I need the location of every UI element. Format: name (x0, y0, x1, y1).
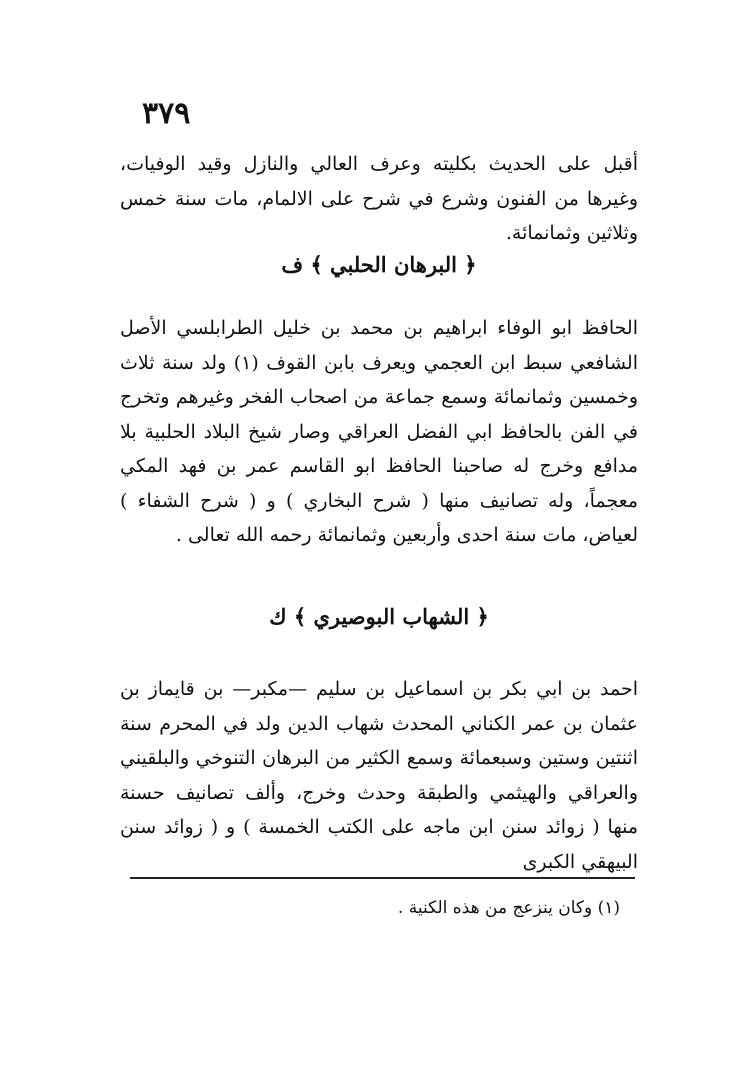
paragraph-text: الحافظ ابو الوفاء ابراهيم بن محمد بن خليل الطرابلسي الأصل الشافعي سبط ابن العجمي ويعرف بابن القوف (١) ولد سنة ثلاث وخمسين وثمانمائة وسمع جماعة من اصحاب الفخر وغيرهم وتخرج في الفن بالحافظ ابي الفضل العراقي وصار شيخ البلاد الحلبية بلا مدافع وخرج له صاحبنا الحافظ ابو القاسم عمر بن فهد المكي معجماً، وله تصانيف منها ( شرح البخاري ) و ( شرح الشفاء ) لعياض، مات سنة احدى وأربعين وثمانمائة رحمه الله تعالى . (120, 317, 638, 546)
footnote-divider (130, 877, 635, 879)
footnote: (١) وكان ينزعج من هذه الكنية . (397, 898, 620, 918)
page-number: ٣٧٩ (142, 96, 191, 131)
section-heading-shihab: ﴿ الشهاب البوصيري ﴾ ك (269, 604, 489, 629)
paragraph-intro (120, 147, 638, 251)
paragraph-burhan-biography (120, 311, 638, 553)
paragraph-text: أقبل على الحديث بكليته وعرف العالي والنازل وقيد الوفيات، وغيرها من الفنون وشرع في شرح على الالمام، مات سنة خمس وثلاثين وثمانمائة. (120, 153, 638, 244)
paragraph-text: احمد بن ابي بكر بن اسماعيل بن سليم —مكبر— بن قايماز بن عثمان بن عمر الكناني المحدث شهاب الدين ولد في المحرم سنة اثنتين وستين وسبعمائة وسمع الكثير من البرهان التنوخي والبلقيني والعراقي والهيثمي والطبقة وحدث وخرج، وألف تصانيف حسنة منها ( زوائد سنن ابن ماجه على الكتب الخمسة ) و ( زوائد سنن البيهقي الكبرى (120, 678, 638, 873)
section-heading-burhan: ﴿ البرهان الحلبي ﴾ ف (281, 252, 477, 277)
paragraph-shihab-biography (120, 672, 638, 879)
